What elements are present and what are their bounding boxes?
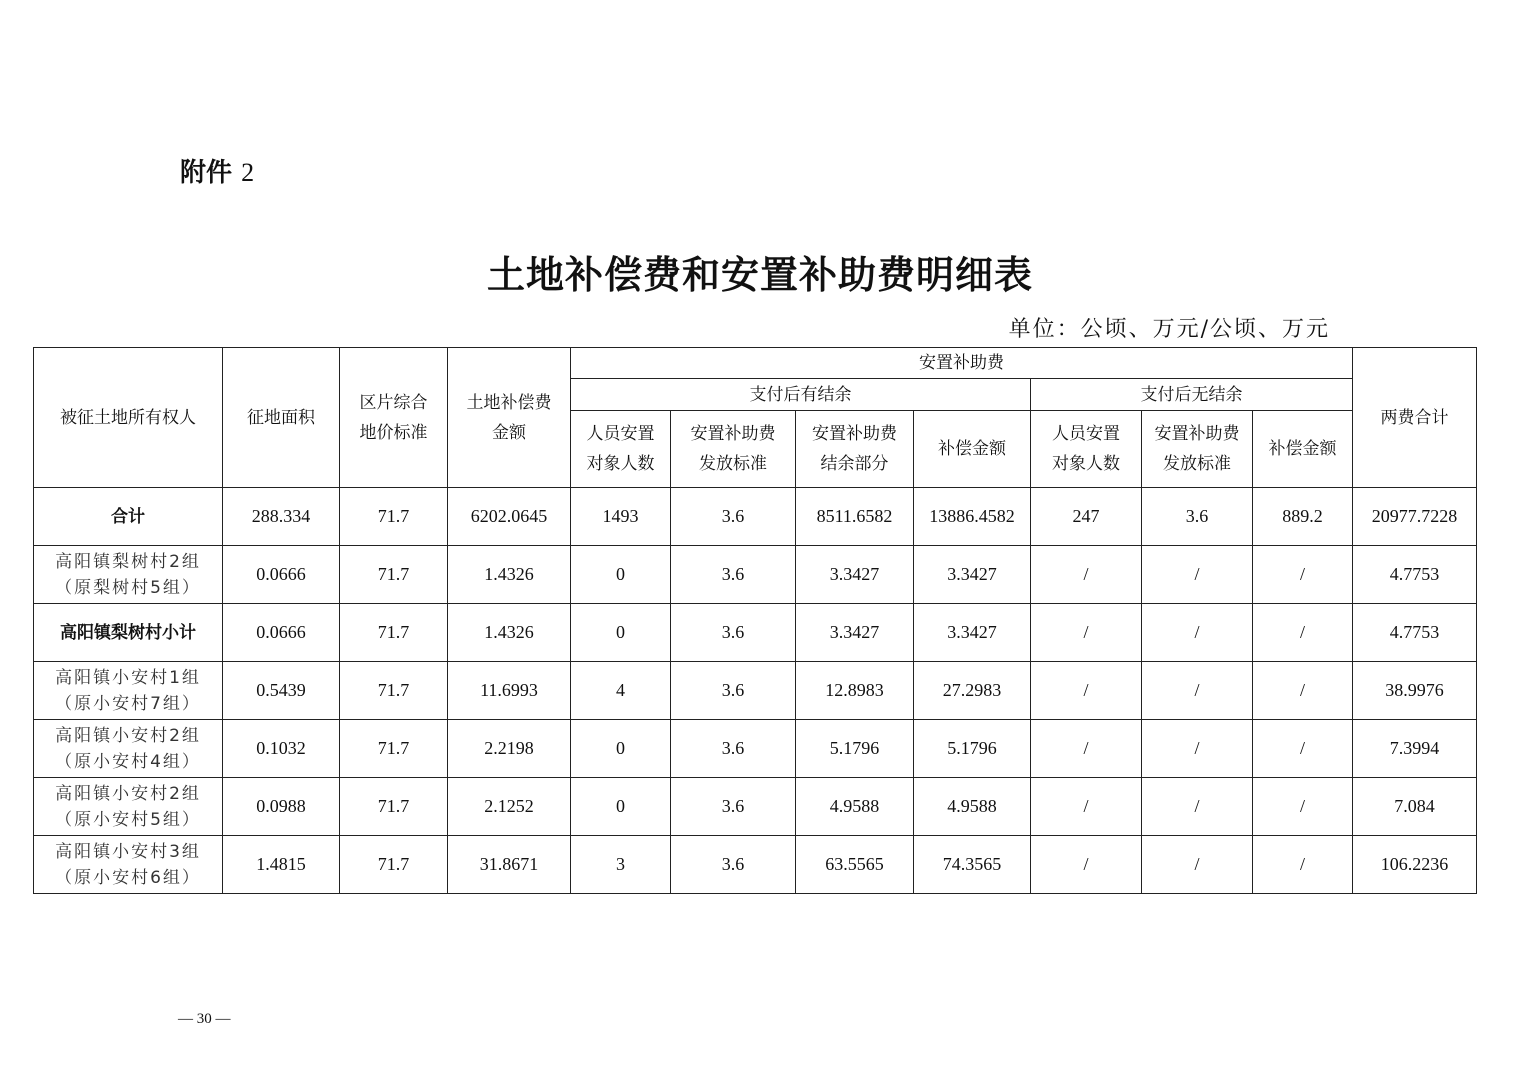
total-cell: 7.084 — [1353, 778, 1477, 836]
area-cell: 0.0988 — [223, 778, 340, 836]
header-owner: 被征土地所有权人 — [34, 348, 223, 488]
standard-cell: 3.6 — [671, 778, 796, 836]
header-with-balance: 支付后有结余 — [571, 379, 1031, 411]
header-balance — [796, 411, 914, 488]
amount2-cell: 889.2 — [1253, 488, 1353, 546]
owner-name-line2: （原梨树村5组） — [55, 577, 201, 598]
amount2-cell: / — [1253, 546, 1353, 604]
total-cell: 38.9976 — [1353, 662, 1477, 720]
owner-name-line1: 高阳镇小安村3组 — [55, 841, 201, 862]
header-persons2-line1: 人员安置 — [1052, 424, 1120, 444]
standard2-cell: / — [1142, 546, 1253, 604]
header-persons2-line2: 对象人数 — [1052, 454, 1120, 474]
balance-cell: 63.5565 — [796, 836, 914, 894]
owner-name-line2: （原小安村4组） — [55, 751, 201, 772]
owner-cell — [34, 546, 223, 604]
comp-cell: 31.8671 — [448, 836, 571, 894]
owner-cell: 高阳镇梨树村小计 — [34, 604, 223, 662]
table-row — [34, 604, 1477, 662]
price-cell: 71.7 — [340, 836, 448, 894]
total-cell: 4.7753 — [1353, 604, 1477, 662]
owner-cell — [34, 720, 223, 778]
amount2-cell: / — [1253, 778, 1353, 836]
total-cell: 106.2236 — [1353, 836, 1477, 894]
standard-cell: 3.6 — [671, 836, 796, 894]
header-resettle: 安置补助费 — [571, 348, 1353, 379]
area-cell: 0.5439 — [223, 662, 340, 720]
standard2-cell: 3.6 — [1142, 488, 1253, 546]
amount-cell: 74.3565 — [914, 836, 1031, 894]
owner-cell — [34, 662, 223, 720]
header-standard2-line1: 安置补助费 — [1154, 424, 1240, 444]
header-comp-line2: 金额 — [492, 422, 526, 443]
header-persons — [571, 411, 671, 488]
amount2-cell: / — [1253, 662, 1353, 720]
header-area: 征地面积 — [223, 348, 340, 488]
header-standard-line2: 发放标准 — [699, 454, 767, 474]
document-title: 土地补偿费和安置补助费明细表 — [486, 252, 1033, 297]
balance-cell: 3.3427 — [796, 604, 914, 662]
page-number: — 30 — — [178, 1011, 231, 1027]
table-row — [34, 488, 1477, 546]
owner-cell — [34, 836, 223, 894]
standard2-cell: / — [1142, 778, 1253, 836]
attachment-prefix: 附件 — [180, 158, 233, 188]
header-balance-line1: 安置补助费 — [812, 424, 897, 444]
header-price-line1: 区片综合 — [359, 392, 428, 413]
balance-cell: 5.1796 — [796, 720, 914, 778]
standard-cell: 3.6 — [671, 720, 796, 778]
comp-cell: 2.1252 — [448, 778, 571, 836]
balance-cell: 3.3427 — [796, 546, 914, 604]
header-comp-amount: 补偿金额 — [914, 411, 1031, 488]
header-standard — [671, 411, 796, 488]
comp-cell: 6202.0645 — [448, 488, 571, 546]
area-cell: 0.0666 — [223, 604, 340, 662]
persons-cell: 1493 — [571, 488, 671, 546]
standard2-cell: / — [1142, 662, 1253, 720]
owner-name-line1: 高阳镇梨树村2组 — [55, 551, 201, 572]
header-standard2 — [1142, 411, 1253, 488]
owner-name-line1: 高阳镇小安村1组 — [55, 667, 201, 688]
header-comp-amount2: 补偿金额 — [1253, 411, 1353, 488]
total-cell: 20977.7228 — [1353, 488, 1477, 546]
header-persons2 — [1031, 411, 1142, 488]
attachment-number: 2 — [241, 158, 255, 187]
table-row — [34, 546, 1477, 604]
attachment-label — [180, 152, 254, 189]
header-price — [340, 348, 448, 488]
area-cell: 0.1032 — [223, 720, 340, 778]
table-row — [34, 662, 1477, 720]
standard-cell: 3.6 — [671, 604, 796, 662]
owner-name-line2: （原小安村5组） — [55, 809, 201, 830]
comp-cell: 11.6993 — [448, 662, 571, 720]
unit-label: 单位：公顷、万元/公顷、万元 — [1008, 317, 1330, 342]
standard2-cell: / — [1142, 720, 1253, 778]
amount-cell: 3.3427 — [914, 546, 1031, 604]
persons-cell: 0 — [571, 604, 671, 662]
area-cell: 288.334 — [223, 488, 340, 546]
amount-cell: 5.1796 — [914, 720, 1031, 778]
price-cell: 71.7 — [340, 604, 448, 662]
table-row — [34, 778, 1477, 836]
persons-cell: 4 — [571, 662, 671, 720]
header-persons-line1: 人员安置 — [586, 424, 655, 444]
amount-cell: 27.2983 — [914, 662, 1031, 720]
owner-name-line2: （原小安村6组） — [55, 867, 201, 888]
header-persons-line2: 对象人数 — [586, 454, 655, 474]
header-comp-line1: 土地补偿费 — [466, 392, 552, 413]
amount2-cell: / — [1253, 720, 1353, 778]
persons2-cell: / — [1031, 778, 1142, 836]
persons-cell: 0 — [571, 546, 671, 604]
owner-name-line2: （原小安村7组） — [55, 693, 201, 714]
owner-name-line1: 高阳镇小安村2组 — [55, 725, 201, 746]
header-comp — [448, 348, 571, 488]
balance-cell: 12.8983 — [796, 662, 914, 720]
comp-cell: 1.4326 — [448, 546, 571, 604]
amount2-cell: / — [1253, 604, 1353, 662]
price-cell: 71.7 — [340, 488, 448, 546]
header-standard2-line2: 发放标准 — [1163, 454, 1231, 474]
standard2-cell: / — [1142, 836, 1253, 894]
comp-cell: 2.2198 — [448, 720, 571, 778]
comp-cell: 1.4326 — [448, 604, 571, 662]
area-cell: 0.0666 — [223, 546, 340, 604]
balance-cell: 8511.6582 — [796, 488, 914, 546]
persons2-cell: / — [1031, 720, 1142, 778]
standard-cell: 3.6 — [671, 662, 796, 720]
price-cell: 71.7 — [340, 662, 448, 720]
standard-cell: 3.6 — [671, 488, 796, 546]
price-cell: 71.7 — [340, 720, 448, 778]
header-without-balance: 支付后无结余 — [1031, 379, 1353, 411]
header-price-line2: 地价标准 — [359, 422, 428, 443]
owner-name-line1: 高阳镇小安村2组 — [55, 783, 201, 804]
header-standard-line1: 安置补助费 — [690, 424, 776, 444]
table-row — [34, 836, 1477, 894]
owner-cell — [34, 778, 223, 836]
table-row — [34, 720, 1477, 778]
total-cell: 7.3994 — [1353, 720, 1477, 778]
total-cell: 4.7753 — [1353, 546, 1477, 604]
price-cell: 71.7 — [340, 778, 448, 836]
header-balance-line2: 结余部分 — [820, 454, 889, 474]
persons-cell: 0 — [571, 720, 671, 778]
persons2-cell: / — [1031, 662, 1142, 720]
persons-cell: 3 — [571, 836, 671, 894]
persons2-cell: / — [1031, 604, 1142, 662]
amount-cell: 4.9588 — [914, 778, 1031, 836]
standard-cell: 3.6 — [671, 546, 796, 604]
standard2-cell: / — [1142, 604, 1253, 662]
price-cell: 71.7 — [340, 546, 448, 604]
persons-cell: 0 — [571, 778, 671, 836]
amount-cell: 3.3427 — [914, 604, 1031, 662]
amount-cell: 13886.4582 — [914, 488, 1031, 546]
persons2-cell: / — [1031, 836, 1142, 894]
balance-cell: 4.9588 — [796, 778, 914, 836]
persons2-cell: / — [1031, 546, 1142, 604]
persons2-cell: 247 — [1031, 488, 1142, 546]
compensation-table — [33, 347, 1477, 894]
amount2-cell: / — [1253, 836, 1353, 894]
area-cell: 1.4815 — [223, 836, 340, 894]
header-total: 两费合计 — [1353, 348, 1477, 488]
owner-cell: 合计 — [34, 488, 223, 546]
